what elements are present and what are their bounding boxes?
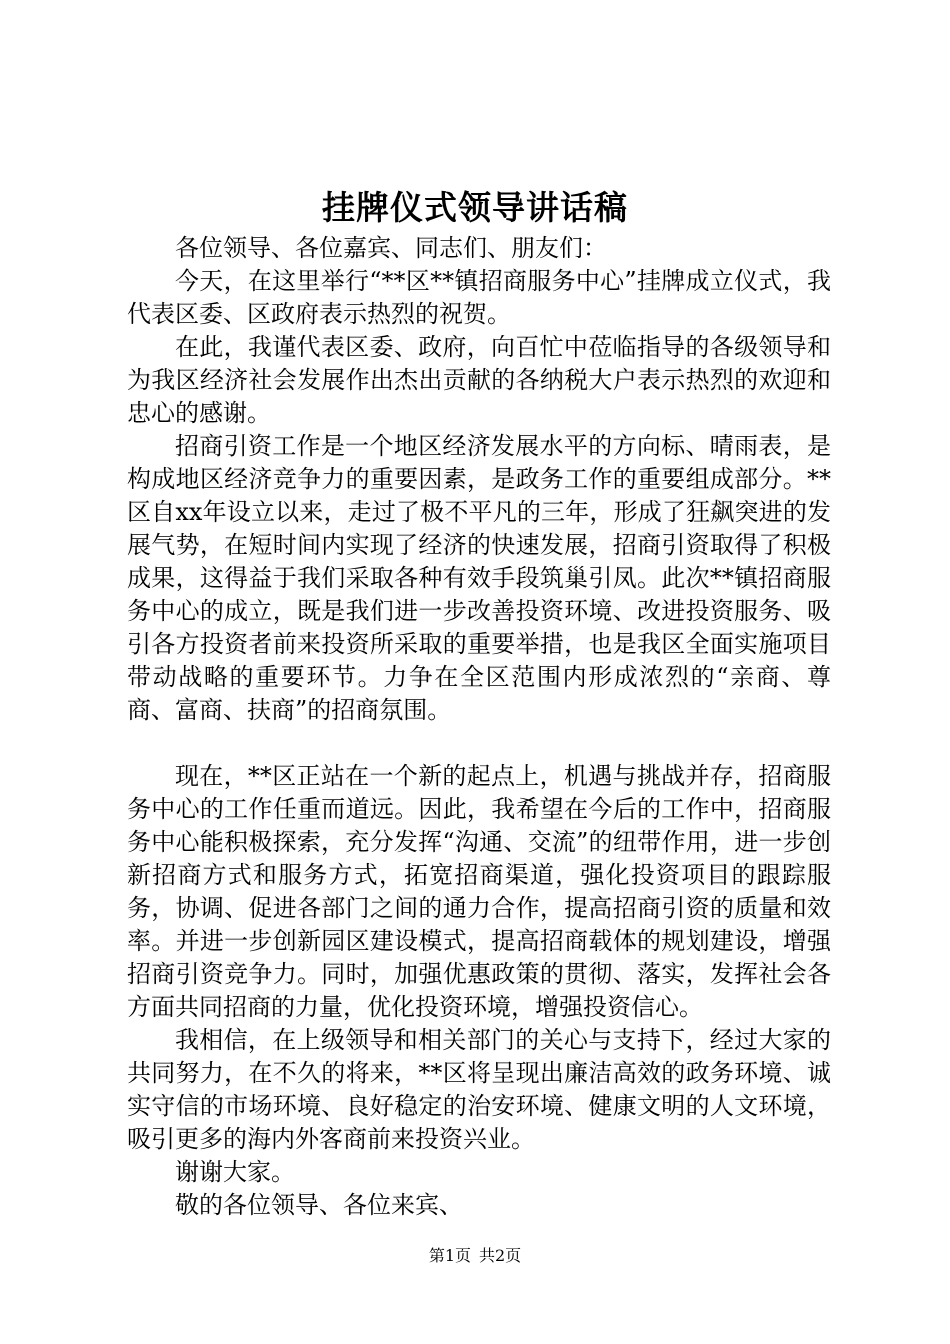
document-body: [127, 232, 831, 1222]
body-paragraph: 招商引资工作是一个地区经济发展水平的方向标、晴雨表，是构成地区经济竞争力的重要因素，是政务工作的重要组成部分。**区自xx年设立以来，走过了极不平凡的三年，形成了狂飙突进的发展气势，在短时间内实现了经济的快速发展，招商引资取得了积极成果，这得益于我们采取各种有效手段筑巢引凤。此次**镇招商服务中心的成立，既是我们进一步改善投资环境、改进投资服务、吸引各方投资者前来投资所采取的重要举措，也是我区全面实施项目带动战略的重要环节。力争在全区范围内形成浓烈的“亲商、尊商、富商、扶商”的招商氛围。: [127, 432, 831, 724]
body-paragraph: 我相信，在上级领导和相关部门的关心与支持下，经过大家的共同努力，在不久的将来，**区将呈现出廉洁高效的政务环境、诚实守信的市场环境、良好稳定的治安环境、健康文明的人文环境，吸引更多的海内外客商前来投资兴业。: [127, 1026, 831, 1153]
salutation-paragraph: 各位领导、各位嘉宾、同志们、朋友们：: [175, 234, 607, 262]
body-paragraph: 现在，**区正站在一个新的起点上，机遇与挑战并存，招商服务中心的工作任重而道远。因此，我希望在今后的工作中，招商服务中心能积极探索，充分发挥“沟通、交流”的纽带作用，进一步创新招商方式和服务方式，拓宽招商渠道，强化投资项目的跟踪服务，协调、促进各部门之间的通力合作，提高招商引资的质量和效率。并进一步创新园区建设模式，提高招商载体的规划建设，增强招商引资竞争力。同时，加强优惠政策的贯彻、落实，发挥社会各方面共同招商的力量，优化投资环境，增强投资信心。: [127, 762, 831, 1021]
paragraph-spacer: [127, 727, 831, 760]
closing-paragraph: 谢谢大家。: [175, 1158, 295, 1186]
body-paragraph: 今天，在这里举行“**区**镇招商服务中心”挂牌成立仪式，我代表区委、区政府表示热烈的祝贺。: [127, 267, 831, 328]
page-footer: [0, 1245, 950, 1267]
page-number: 第1页: [428, 1246, 471, 1265]
body-paragraph: 在此，我谨代表区委、政府，向百忙中莅临指导的各级领导和为我区经济社会发展作出杰出贡献的各纳税大户表示热烈的欢迎和忠心的感谢。: [127, 333, 831, 427]
document-title: 挂牌仪式领导讲话稿: [322, 188, 628, 227]
closing-paragraph: 敬的各位领导、各位来宾、: [175, 1191, 463, 1219]
page-total: 共2页: [479, 1246, 522, 1265]
